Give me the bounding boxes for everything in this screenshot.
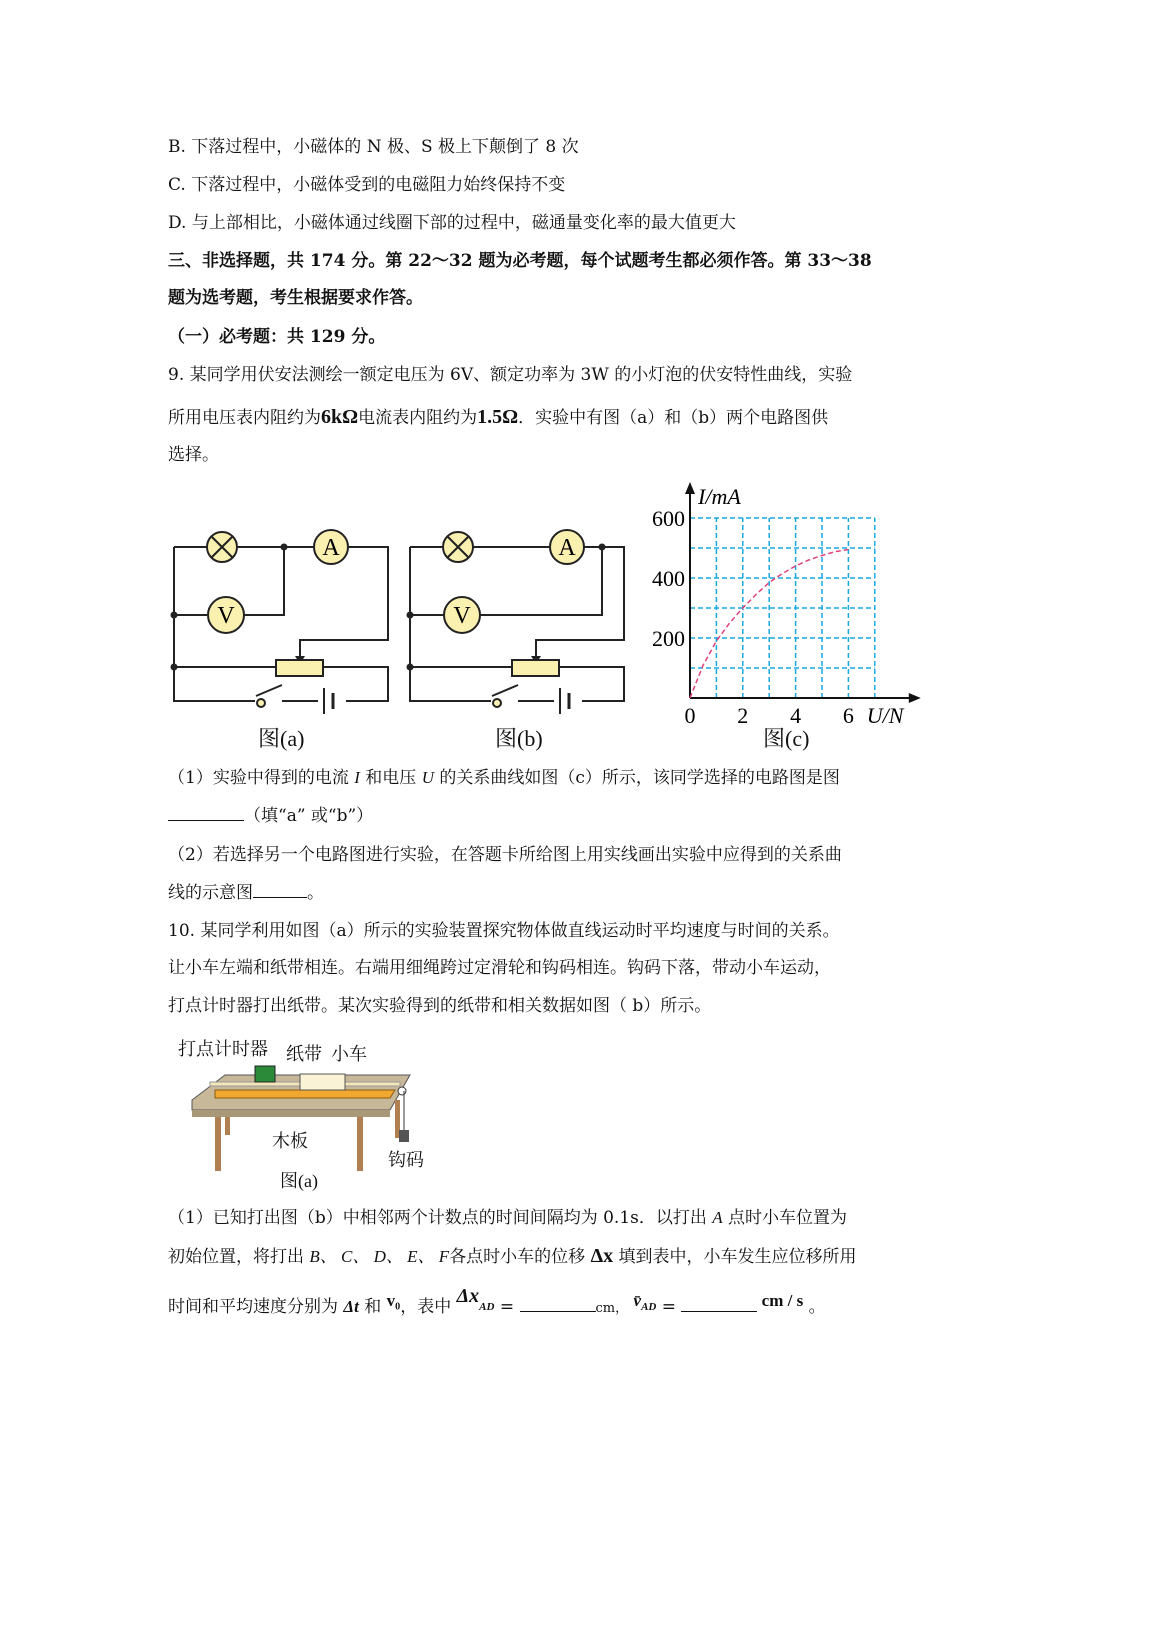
rv-value: 6kΩ xyxy=(321,406,359,428)
subsection-heading: （一）必考题：共 129 分。 xyxy=(168,327,386,347)
var: B、 C、 D、 E、 F xyxy=(309,1247,450,1266)
ra-value: 1.5Ω xyxy=(477,406,519,428)
q10-part1 xyxy=(168,1206,847,1230)
x-tick-label: 0 xyxy=(684,703,696,728)
text: ，表中 xyxy=(400,1297,457,1317)
var: I xyxy=(354,768,360,787)
y-tick-label: 600 xyxy=(652,506,685,531)
text: （填“a” 或“b”） xyxy=(244,806,374,826)
var: U xyxy=(421,768,434,787)
text: 。 xyxy=(307,883,324,903)
fig-b-caption: 图(b) xyxy=(495,726,543,751)
var: Δx xyxy=(456,1285,480,1307)
y-arrow xyxy=(685,482,695,494)
circuit-diagrams xyxy=(160,500,640,720)
q9-line3: 选择。 xyxy=(168,445,219,465)
q9-part1-cont xyxy=(168,804,373,828)
section-heading-2: 题为选考题，考生根据要求作答。 xyxy=(168,288,423,308)
x-tick-label: 6 xyxy=(842,703,854,728)
text: 填到表中，小车发生应位移所用 xyxy=(613,1247,857,1267)
option-d: D. 与上部相比，小磁体通过线圈下部的过程中，磁通量变化率的最大值更大 xyxy=(168,213,736,233)
text: ．实验中有图（a）和（b）两个电路图供 xyxy=(518,408,829,428)
x-axis-label: U/N xyxy=(866,703,904,728)
text: 电流表内阻约为 xyxy=(358,408,478,428)
fig-a-caption: 图(a) xyxy=(258,726,305,751)
text: = xyxy=(494,1297,520,1317)
text: 时间和平均速度分别为 xyxy=(168,1297,344,1317)
iu-chart xyxy=(640,478,930,758)
fig-c-caption: 图(c) xyxy=(763,726,810,751)
x-tick-label: 2 xyxy=(737,703,749,728)
q9-part1 xyxy=(168,766,840,790)
var: AD xyxy=(641,1301,657,1314)
q10-line3: 打点计时器打出纸带。某次实验得到的纸带和相关数据如图（ b）所示。 xyxy=(168,996,712,1016)
voltmeter-label: V xyxy=(217,603,235,629)
q10-part1-cont xyxy=(168,1244,857,1269)
text: 。 xyxy=(803,1297,826,1317)
q9-line2 xyxy=(168,405,828,430)
y-tick-label: 200 xyxy=(652,626,685,651)
text: 点时小车位置为 xyxy=(722,1208,848,1228)
ammeter-label: A xyxy=(558,535,576,561)
text: 线的示意图 xyxy=(168,883,253,903)
var: v₀ xyxy=(386,1291,401,1310)
q9-part2: （2）若选择另一个电路图进行实验，在答题卡所给图上用实线画出实验中应得到的关系曲 xyxy=(168,845,842,865)
var: Δx xyxy=(590,1245,614,1267)
text: （1）实验中得到的电流 xyxy=(168,768,355,788)
x-tick-label: 4 xyxy=(790,703,802,728)
section-heading: 三、非选择题，共 174 分。第 22～32 题为必考题，每个试题考生都必须作答。第 33～38 xyxy=(168,251,872,271)
x-arrow xyxy=(909,693,921,703)
text: cm / s xyxy=(757,1291,804,1310)
y-axis-label: I/mA xyxy=(698,484,741,509)
y-tick-label: 400 xyxy=(652,566,685,591)
text: （1）已知打出图（b）中相邻两个计数点的时间间隔均为 0.1s．以打出 xyxy=(168,1208,713,1228)
label-timer: 打点计时器 xyxy=(178,1039,268,1060)
answer-blank[interactable] xyxy=(168,804,244,821)
fig-a-caption: 图(a) xyxy=(280,1171,318,1191)
text: = xyxy=(656,1297,682,1317)
var: Δt xyxy=(343,1297,359,1316)
text: 的关系曲线如图（c）所示，该同学选择的电路图是图 xyxy=(434,768,840,788)
q10-line2: 让小车左端和纸带相连。右端用细绳跨过定滑轮和钩码相连。钩码下落，带动小车运动， xyxy=(168,958,831,978)
text: 和电压 xyxy=(359,768,422,788)
q10-part1-cont2 xyxy=(168,1285,826,1325)
label-board: 木板 xyxy=(272,1131,308,1152)
text: 所用电压表内阻约为 xyxy=(168,408,321,428)
var: AD xyxy=(479,1301,495,1314)
text: cm， xyxy=(595,1301,629,1316)
q9-part2-cont xyxy=(168,881,324,905)
label-cart: 小车 xyxy=(331,1044,367,1065)
label-weight: 钩码 xyxy=(388,1150,424,1171)
answer-blank[interactable] xyxy=(520,1295,596,1312)
text: 和 xyxy=(358,1297,387,1317)
var: v̄ xyxy=(633,1291,642,1310)
option-b: B. 下落过程中，小磁体的 N 极、S 极上下颠倒了 8 次 xyxy=(168,137,579,157)
answer-blank[interactable] xyxy=(253,881,307,898)
text: 各点时小车的位移 xyxy=(449,1247,591,1267)
q9-line1: 9. 某同学用伏安法测绘一额定电压为 6V、额定功率为 3W 的小灯泡的伏安特性曲线，实验 xyxy=(168,365,853,385)
voltmeter-label: V xyxy=(453,603,471,629)
answer-blank[interactable] xyxy=(681,1295,757,1312)
option-c: C. 下落过程中，小磁体受到的电磁阻力始终保持不变 xyxy=(168,175,566,195)
q10-line1: 10. 某同学利用如图（a）所示的实验装置探究物体做直线运动时平均速度与时间的关系。 xyxy=(168,921,840,941)
ammeter-label: A xyxy=(322,535,340,561)
var: A xyxy=(712,1208,723,1227)
text: 初始位置，将打出 xyxy=(168,1247,310,1267)
label-tape: 纸带 xyxy=(286,1044,322,1065)
